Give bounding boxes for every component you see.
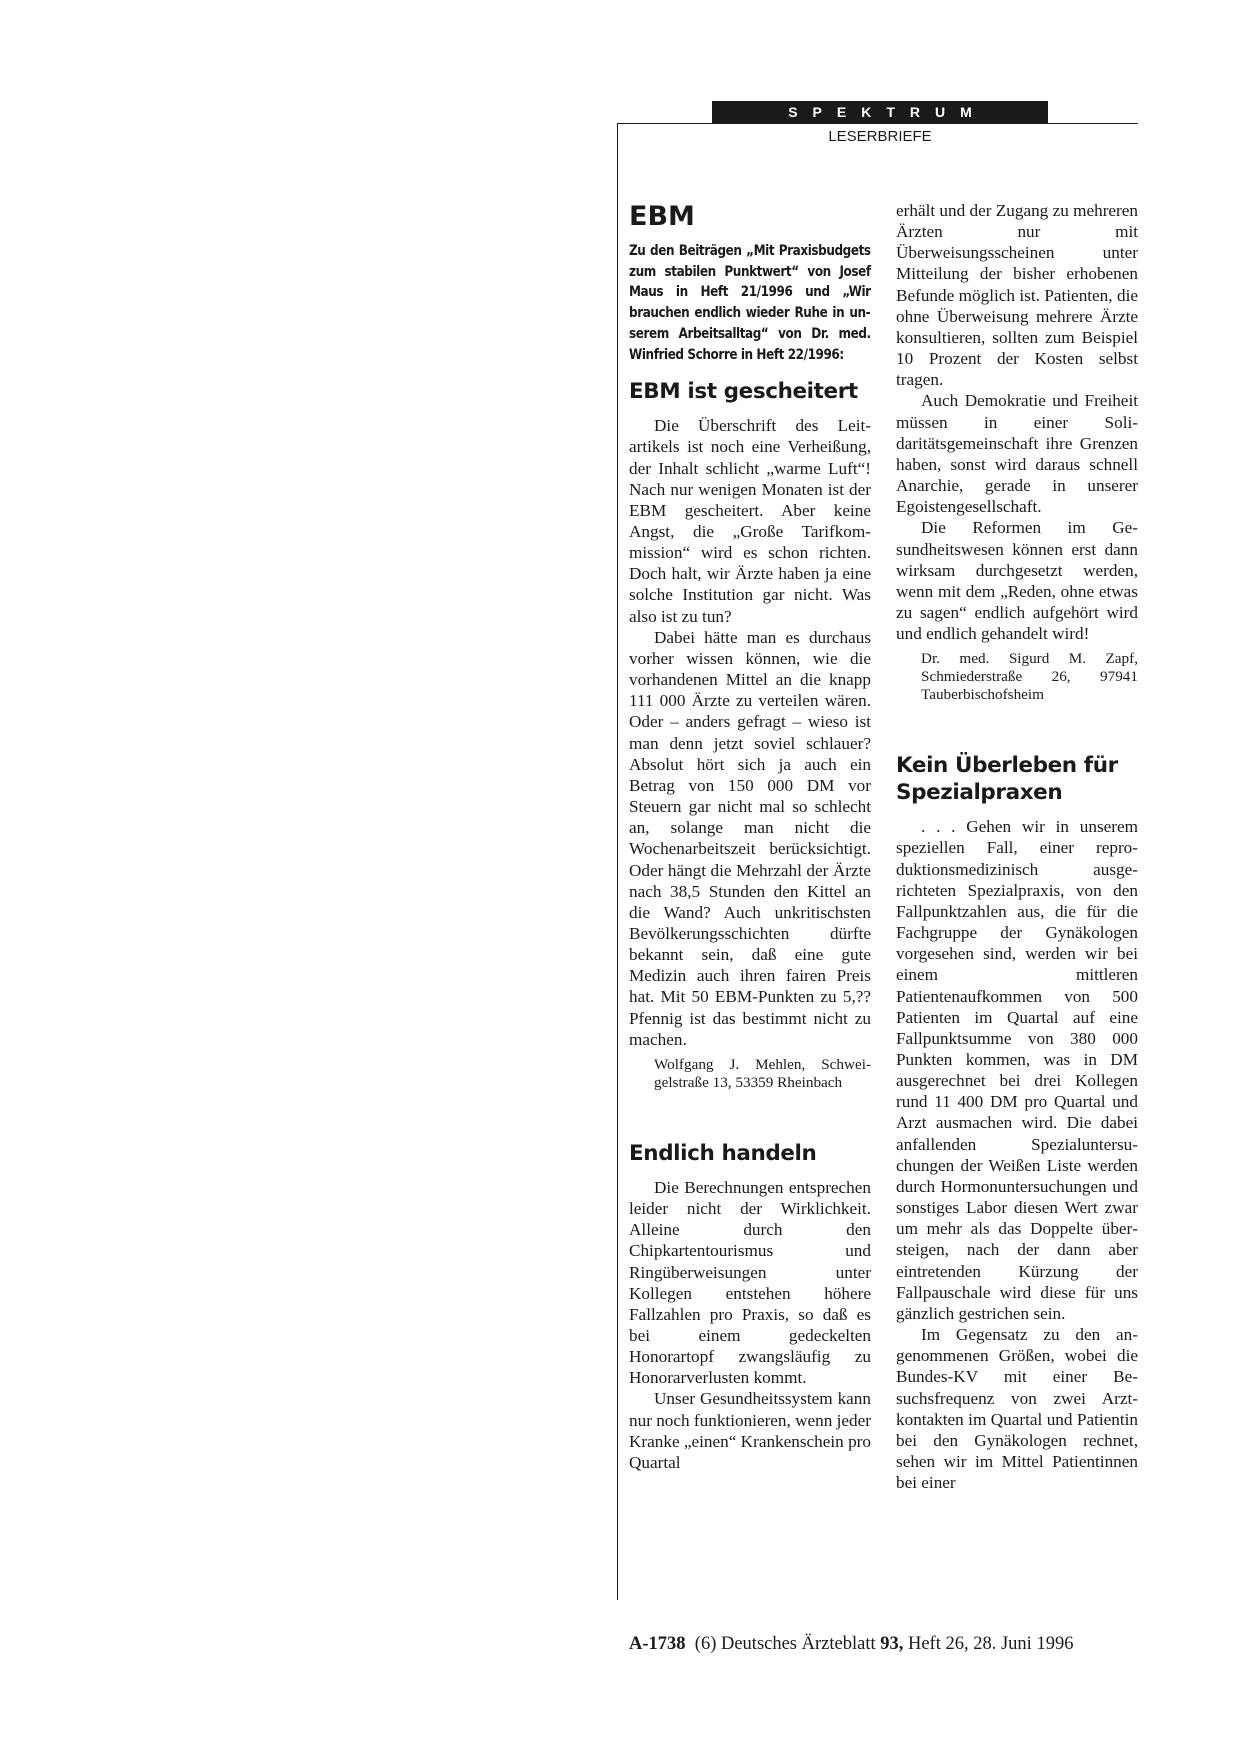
section-header-bar	[712, 101, 1048, 123]
text-column-left	[629, 200, 871, 1473]
letter-kein-ueberleben	[896, 752, 1138, 1493]
letter-paragraph: Im Gegensatz zu den angenommenen Größen, wobei die Bundes-KV mit einer Besuchsfrequenz von zwei Arztkontakten im Quartal und Patientin bei den Gynäkologen rechnet, sehen wir im Mittel Patientinnen bei einer	[896, 1325, 1138, 1493]
footer-issue-prefix: (6) Deutsches Ärzteblatt	[694, 1634, 876, 1654]
header-divider	[617, 123, 1138, 124]
letter-paragraph: Unser Gesundheitssystem kann nur noch funktionieren, wenn jeder Kranke „einen“ Krankenschein pro Quartal	[629, 1389, 871, 1472]
letter-paragraph: . . . Gehen wir in unserem speziellen Fall, einer reproduktionsmedizinisch ausgerichteten Spezialpraxis, von den Fallpunktzahlen aus, die für die Fachgruppe der Gynäkologen vorgesehen sind, werden wir bei einem mittleren Patientenaufkommen von 500 Patienten im Quartal auf eine Fallpunktsumme von 380 000 Punkten kommen, was in DM ausgerechnet bei drei Kollegen rund 11 400 DM pro Quartal und Arzt ausmachen wird. Die dabei anfallenden Spezialuntersuchungen der Weißen Liste werden durch Hormonuntersuchungen und sonstiges Labor diesen Wert zwar um mehr als das Doppelte übersteigen, nach der dann aber eintretenden Kürzung der Fallpauschale wird diese für uns gänzlich gestrichen sein.	[896, 817, 1138, 1323]
letter-paragraph: Auch Demokratie und Freiheit müssen in einer Solidaritätsgemeinschaft ihre Grenzen haben, sonst wird daraus schnell Anarchie, gerade in unserer Egoistengesellschaft.	[896, 391, 1138, 517]
letter-signature: Dr. med. Sigurd M. Zapf, Schmiederstraße 26, 97941 Tauberbischofsheim	[921, 650, 1138, 704]
letter-paragraph: Die Berechnungen entsprechen leider nicht der Wirklichkeit. Alleine durch den Chipkartentourismus und Ringüberweisungen unter Kollegen entstehen höhere Fallzahlen pro Praxis, so daß es bei einem gedeckelten Honorartopf zwangsläufig zu Honorarverlusten kommt.	[629, 1177, 871, 1388]
section-subtitle: LESERBRIEFE	[828, 128, 932, 145]
column-divider	[617, 124, 618, 1600]
footer-volume: 93,	[880, 1634, 904, 1654]
topic-intro: Zu den Beiträgen „Mit Praxisbudgets zum stabilen Punktwert“ von Josef Maus in Heft 21/1996 und „Wir brauchen endlich wieder Ruhe in unserem Arbeitsalltag“ von Dr. med. Winfried Schorre in Heft 22/1996:	[629, 243, 871, 363]
letter-headline: EBM ist gescheitert	[629, 379, 858, 405]
page-footer	[629, 1634, 1149, 1655]
letter-paragraph: Die Überschrift des Leitartikels ist noch eine Verheißung, der Inhalt schlicht „warme Luft“! Nach nur wenigen Monaten ist der EBM gescheitert. Aber keine Angst, die „Große Tarifkommission“ wird es schon richten. Doch halt, wir Ärzte haben ja eine solche Institution gar nicht. Was also ist zu tun?	[629, 416, 871, 626]
letter-paragraph: Die Reformen im Gesundheitswesen können erst dann wirksam durchgesetzt werden, wenn mit dem „Reden, ohne etwas zu sagen“ endlich aufgehört wird und endlich gehandelt wird!	[896, 518, 1138, 644]
letter-headline: Endlich handeln	[629, 1140, 817, 1166]
page-number: A-1738	[629, 1634, 686, 1654]
text-column-right	[896, 200, 1138, 1493]
letter-paragraph: erhält und der Zugang zu mehreren Ärzten nur mit Überweisungsscheinen unter Mitteilung der bisher erhobenen Befunde möglich ist. Patienten, die ohne Überweisung mehrere Ärzte konsultieren, sollten zum Beispiel 10 Prozent der Kosten selbst tragen.	[896, 201, 1138, 390]
letter-ebm-gescheitert	[629, 378, 871, 1092]
topic-heading: EBM	[629, 201, 695, 232]
letter-endlich-handeln	[629, 1140, 871, 1473]
letter-headline: Kein Überleben für Spezialpraxen	[896, 753, 1118, 806]
letter-endlich-handeln-continued	[896, 200, 1138, 704]
footer-issue-date: Heft 26, 28. Juni 1996	[907, 1634, 1074, 1654]
letter-paragraph: Dabei hätte man es durchaus vorher wissen können, wie die vorhandenen Mittel an die knapp 111 000 Ärzte zu verteilen wären. Oder – anders gefragt – wieso ist man denn jetzt soviel schlauer? Absolut hört sich ja auch ein Betrag von 150 000 DM vor Steuern gar nicht mal so schlecht an, solange man nicht die Wochenarbeitszeit berücksichtigt. Oder hängt die Mehrzahl der Ärzte nach 38,5 Stunden den Kittel an die Wand? Auch unkritischsten Bevölkerungsschichten dürfte bekannt sein, daß eine gute Medizin auch ihren fairen Preis hat. Mit 50 EBM-Punkten zu 5,?? Pfennig ist das bestimmt nicht zu machen.	[629, 627, 871, 1049]
letter-signature: Wolfgang J. Mehlen, Schweigelstraße 13, 53359 Rheinbach	[654, 1055, 871, 1091]
section-title: SPEKTRUM	[788, 104, 987, 120]
